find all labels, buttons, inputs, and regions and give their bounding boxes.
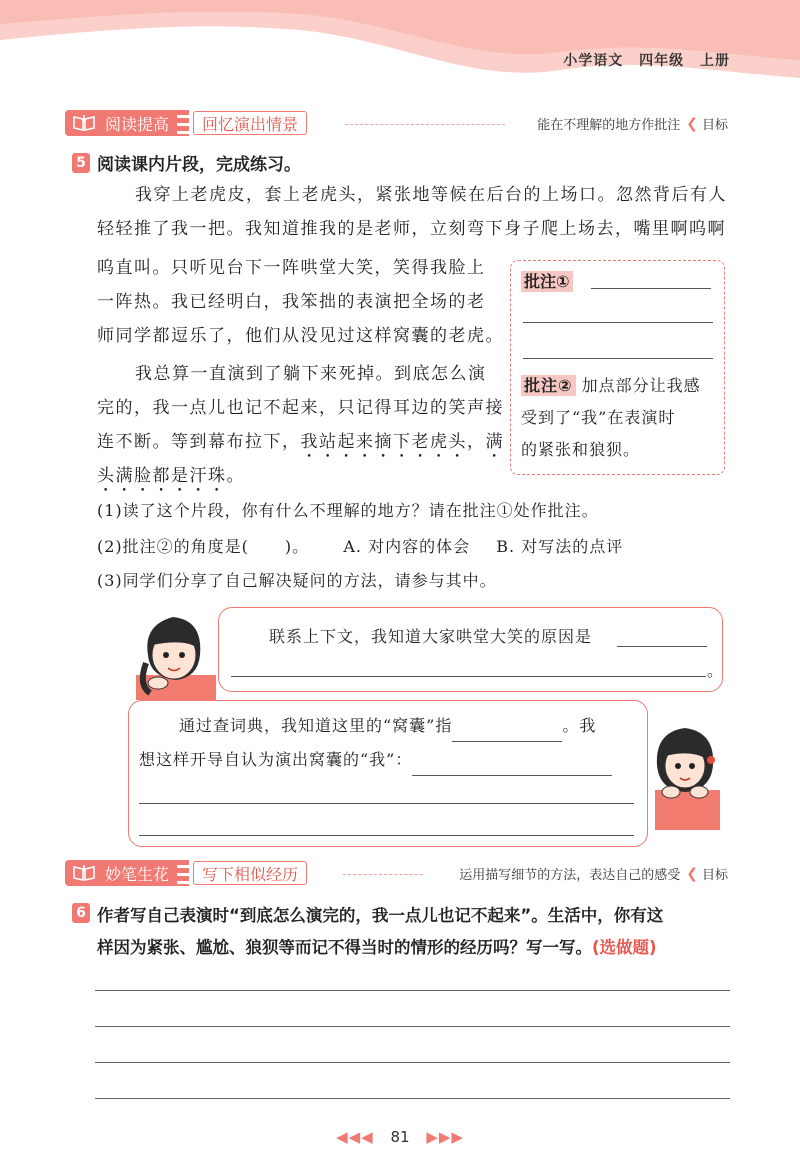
note2-text: 加点部分让我感 bbox=[581, 376, 701, 395]
page-footer bbox=[0, 1128, 800, 1146]
subquestion-1: (1)读了这个片段，你有什么不理解的地方？请在批注①处作批注。 bbox=[97, 501, 599, 520]
writing-line[interactable] bbox=[95, 1098, 730, 1099]
question-title-line-2 bbox=[97, 932, 657, 964]
bubble1-end: 。 bbox=[707, 661, 725, 680]
speech-bubble-2 bbox=[128, 700, 648, 847]
bubble2-text-end: 。我 bbox=[562, 716, 597, 735]
banner-stripes bbox=[177, 110, 189, 136]
section-goal bbox=[537, 114, 728, 133]
answer-line[interactable] bbox=[617, 646, 707, 647]
end-mark: 。 bbox=[226, 466, 245, 486]
note2-label: 批注② bbox=[521, 375, 576, 396]
left-arrows-icon: ◀◀◀ bbox=[336, 1128, 374, 1146]
goal-badge: 目标 bbox=[701, 118, 728, 133]
bubble2-text: 通过查词典，我知道这里的“窝囊”指 bbox=[179, 716, 453, 735]
note2-line-3: 的紧张和狼狈。 bbox=[521, 440, 641, 459]
note2-line-1 bbox=[521, 371, 701, 401]
goal-badge: 目标 bbox=[701, 868, 728, 883]
note1 bbox=[521, 269, 573, 292]
section-title: 妙笔生花 bbox=[103, 860, 177, 886]
passage-line-3: 呜直叫。只听见台下一阵哄堂大笑，笑得我脸上 bbox=[97, 258, 486, 278]
bubble2-text: 想这样开导自认为演出窝囊的“我”： bbox=[139, 750, 413, 769]
option-a: A. 对内容的体会 bbox=[343, 537, 471, 556]
annotation-box bbox=[510, 260, 725, 475]
girl-illustration bbox=[128, 605, 223, 700]
section-goal bbox=[459, 864, 728, 883]
goal-text: 能在不理解的地方作批注 bbox=[537, 118, 681, 133]
passage-line-5: 师同学都逗乐了，他们从没见过这样窝囊的老虎。 bbox=[97, 326, 504, 346]
passage-text: 连不断。等到幕布拉下， bbox=[97, 432, 301, 452]
speech-bubble-1 bbox=[218, 607, 723, 692]
bubble2-line-2 bbox=[139, 745, 612, 776]
note1-label: 批注① bbox=[521, 271, 573, 292]
question-title: 阅读课内片段，完成练习。 bbox=[97, 155, 301, 175]
passage-line-6: 我总算一直演到了躺下来死掉。到底怎么演 bbox=[135, 364, 487, 384]
question-text: 样因为紧张、尴尬、狼狈等而记不得当时的情形的经历吗？写一写。 bbox=[97, 938, 592, 957]
grade-label: 四年级 bbox=[639, 53, 685, 69]
writing-line[interactable] bbox=[95, 990, 730, 991]
page-number: 81 bbox=[390, 1128, 410, 1146]
section-banner-writing bbox=[65, 860, 307, 886]
answer-line[interactable] bbox=[452, 711, 562, 742]
section-subtitle: 写下相似经历 bbox=[193, 861, 307, 885]
subquestion-2-suffix: )。 bbox=[284, 537, 310, 556]
section-banner-reading bbox=[65, 110, 307, 136]
banner-stripes bbox=[177, 860, 189, 886]
chevron-left-icon: ❮ bbox=[686, 115, 698, 132]
note1-answer-line[interactable] bbox=[591, 288, 711, 289]
subquestion-2 bbox=[97, 532, 623, 562]
subject-label: 小学语文 bbox=[563, 53, 624, 69]
answer-line[interactable] bbox=[412, 745, 612, 776]
passage-line-9 bbox=[97, 459, 245, 496]
option-b: B. 对写法的点评 bbox=[496, 537, 624, 556]
book-info bbox=[553, 50, 730, 70]
right-arrows-icon: ▶▶▶ bbox=[426, 1128, 464, 1146]
banner-divider bbox=[345, 124, 505, 125]
passage-line-1: 我穿上老虎皮，套上老虎头，紧张地等候在后台的上场口。忽然背后有人 bbox=[135, 185, 727, 205]
open-book-icon bbox=[65, 860, 103, 886]
note2-line-2: 受到了“我”在表演时 bbox=[521, 408, 676, 427]
volume-label: 上册 bbox=[700, 53, 730, 69]
banner-divider bbox=[343, 874, 423, 875]
open-book-icon bbox=[65, 110, 103, 136]
header-wave bbox=[0, 0, 800, 95]
chevron-left-icon: ❮ bbox=[686, 865, 698, 882]
optional-tag: (选做题) bbox=[592, 938, 657, 957]
writing-line[interactable] bbox=[95, 1062, 730, 1063]
answer-line[interactable] bbox=[139, 835, 634, 836]
passage-line-2: 轻轻推了我一把。我知道推我的是老师，立刻弯下身子爬上场去，嘴里啊呜啊 bbox=[97, 219, 726, 239]
writing-line[interactable] bbox=[95, 1026, 730, 1027]
question-title: 作者写自己表演时“到底怎么演完的，我一点儿也记不起来”。生活中，你有这 bbox=[97, 906, 664, 925]
bubble2-line-1 bbox=[179, 711, 596, 742]
dotted-phrase: 我站起来摘下老虎头，满 bbox=[300, 432, 504, 452]
subquestion-2-prefix: (2)批注②的角度是( bbox=[97, 537, 249, 556]
goal-text: 运用描写细节的方法，表达自己的感受 bbox=[459, 868, 681, 883]
subquestion-3: (3)同学们分享了自己解决疑问的方法，请参与其中。 bbox=[97, 571, 497, 590]
note1-answer-line[interactable] bbox=[523, 358, 713, 359]
passage-line-8 bbox=[97, 425, 504, 462]
answer-line[interactable] bbox=[231, 676, 706, 677]
girl-illustration bbox=[645, 720, 725, 830]
section-subtitle: 回忆演出情景 bbox=[193, 111, 307, 135]
question-number: 6 bbox=[72, 903, 90, 923]
note1-answer-line[interactable] bbox=[523, 322, 713, 323]
section-title: 阅读提高 bbox=[103, 110, 177, 136]
passage-line-4: 一阵热。我已经明白，我笨拙的表演把全场的老 bbox=[97, 292, 486, 312]
bubble1-text: 联系上下文，我知道大家哄堂大笑的原因是 bbox=[269, 627, 593, 646]
passage-line-7: 完的，我一点儿也记不起来，只记得耳边的笑声接 bbox=[97, 398, 504, 418]
answer-line[interactable] bbox=[139, 803, 634, 804]
question-number: 5 bbox=[72, 153, 90, 173]
dotted-phrase: 头满脸都是汗珠 bbox=[97, 466, 227, 486]
